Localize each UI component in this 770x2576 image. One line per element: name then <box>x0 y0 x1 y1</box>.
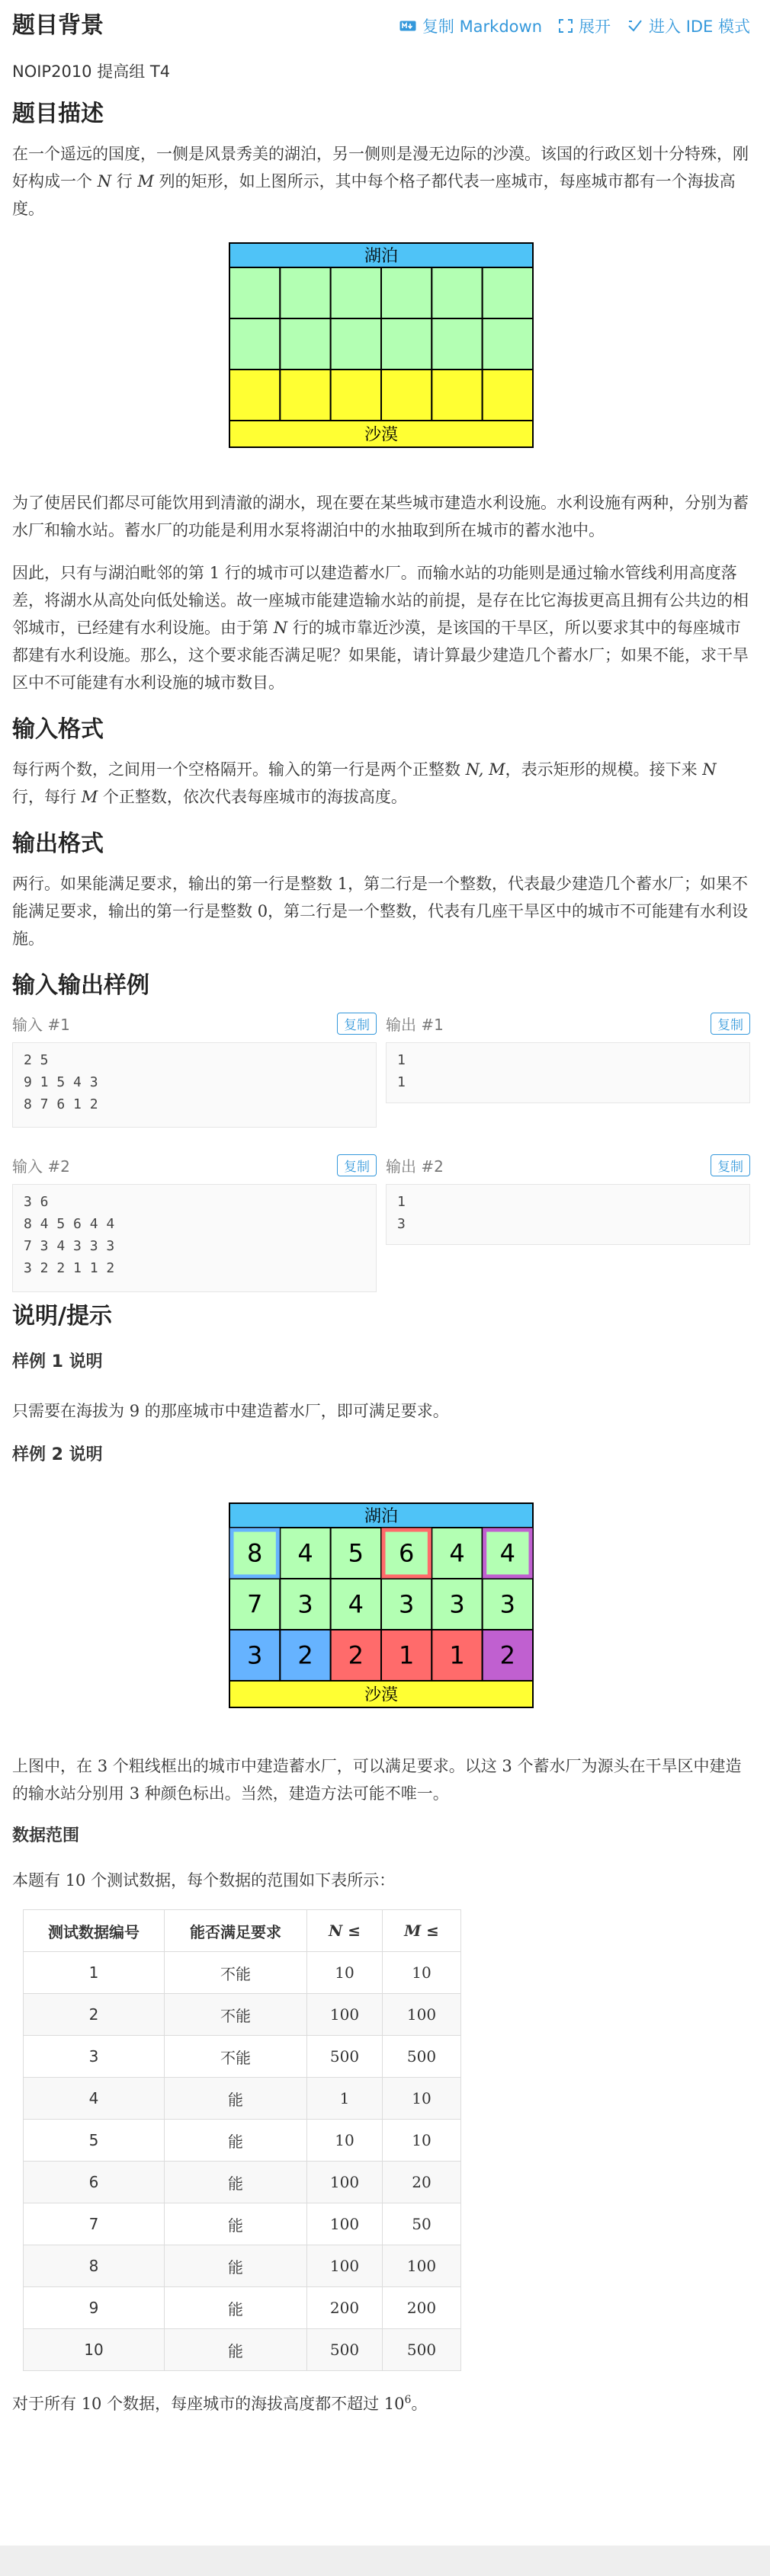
desert-label: 沙漠 <box>364 1685 399 1705</box>
cell-value: 4 <box>499 1538 516 1568</box>
copy-sample-1-output-button[interactable]: 复制 <box>711 1013 750 1035</box>
figure-sample-2 <box>12 1502 750 1708</box>
cell-value: 1 <box>449 1640 465 1670</box>
copy-markdown-label: 复制 Markdown <box>422 18 543 36</box>
grid-cell <box>280 370 330 421</box>
grid-cell <box>229 267 280 318</box>
description-p2: 为了使居民们都尽可能饮用到清澈的湖水，现在要在某些城市建造水利设施。水利设施有两种，分别为蓄水厂和输水站。蓄水厂的功能是利用水泵将湖泊中的水抽取到所在城市的蓄水池中。 <box>12 494 749 539</box>
sample-1-input <box>12 1012 377 1128</box>
cell-n-bound: 500 <box>307 2329 383 2371</box>
cell-satisfiable: 能 <box>165 2162 307 2203</box>
sample-2 <box>12 1154 750 1292</box>
cell-test-id: 2 <box>24 1994 165 2036</box>
ide-icon <box>627 19 643 33</box>
cell-n-bound: 100 <box>307 2162 383 2203</box>
cell-test-id: 9 <box>24 2287 165 2329</box>
cell-test-id: 6 <box>24 2162 165 2203</box>
cell-m-bound: 10 <box>383 2120 461 2162</box>
sample-2-explanation-title: 样例 2 说明 <box>12 1445 103 1464</box>
cell-satisfiable: 能 <box>165 2203 307 2245</box>
cell-value: 5 <box>348 1538 364 1568</box>
cell-value: 3 <box>246 1640 263 1670</box>
table-row <box>24 1952 461 1994</box>
data-range-intro: 本题有 10 个测试数据，每个数据的范围如下表所示： <box>12 1871 396 1890</box>
cell-test-id: 3 <box>24 2036 165 2078</box>
sample-1 <box>12 1012 750 1128</box>
cell-n-bound: 10 <box>307 1952 383 1994</box>
cell-m-bound: 100 <box>383 2245 461 2287</box>
cell-m-bound: 500 <box>383 2036 461 2078</box>
cell-test-id: 10 <box>24 2329 165 2371</box>
table-header-row <box>24 1910 461 1952</box>
cell-m-bound: 10 <box>383 2078 461 2120</box>
data-range-table <box>23 1909 461 2371</box>
table-row <box>24 2329 461 2371</box>
cell-n-bound: 1 <box>307 2078 383 2120</box>
header-actions <box>399 14 750 37</box>
grid-cell <box>483 370 533 421</box>
sample-2-input-label: 输入 #2 <box>12 1157 70 1176</box>
cell-satisfiable: 能 <box>165 2078 307 2120</box>
ide-mode-button[interactable] <box>627 14 750 37</box>
grid-cell <box>280 318 330 370</box>
table-row <box>24 1994 461 2036</box>
lake-label: 湖泊 <box>364 1507 399 1526</box>
data-range-footer: 对于所有 10 个数据，每座城市的海拔高度都不超过 $10^6$。 <box>12 2394 428 2413</box>
copy-sample-2-input-button[interactable]: 复制 <box>337 1154 377 1176</box>
sample-1-input-label: 输入 #1 <box>12 1015 70 1034</box>
output-format-title: 输出格式 <box>12 830 104 857</box>
cell-value: 3 <box>449 1589 465 1619</box>
data-range-table-body <box>24 1952 461 2371</box>
header-m-bound: M ≤ <box>383 1910 461 1952</box>
cell-m-bound: 200 <box>383 2287 461 2329</box>
grid-cell <box>483 267 533 318</box>
cell-test-id: 4 <box>24 2078 165 2120</box>
background-title: 题目背景 <box>12 12 104 39</box>
input-format-title: 输入格式 <box>12 716 104 743</box>
grid-cell <box>381 318 432 370</box>
grid-cell <box>381 267 432 318</box>
sample-2-grid-figure <box>229 1502 534 1708</box>
map-grid-figure <box>229 242 534 448</box>
sample-1-explanation-title: 样例 1 说明 <box>12 1352 103 1371</box>
cell-value: 2 <box>499 1640 516 1670</box>
cell-satisfiable: 能 <box>165 2120 307 2162</box>
desert-label: 沙漠 <box>364 425 399 445</box>
lake-label: 湖泊 <box>364 247 399 266</box>
table-row <box>24 2120 461 2162</box>
cell-value: 4 <box>348 1589 364 1619</box>
cell-satisfiable: 不能 <box>165 2036 307 2078</box>
cell-value: 4 <box>449 1538 465 1568</box>
grid-cell <box>432 318 482 370</box>
cell-m-bound: 500 <box>383 2329 461 2371</box>
ide-mode-label: 进入 IDE 模式 <box>649 18 750 36</box>
expand-label: 展开 <box>579 18 611 36</box>
header-test-id: 测试数据编号 <box>24 1910 165 1952</box>
copy-sample-1-input-button[interactable]: 复制 <box>337 1013 377 1035</box>
cell-value: 1 <box>398 1640 415 1670</box>
grid-cell <box>381 370 432 421</box>
cell-value: 8 <box>246 1538 263 1568</box>
cell-m-bound: 20 <box>383 2162 461 2203</box>
background-text: NOIP2010 提高组 T4 <box>12 62 171 81</box>
cell-n-bound: 100 <box>307 2245 383 2287</box>
cell-n-bound: 100 <box>307 1994 383 2036</box>
sample-2-output-label: 输出 #2 <box>386 1157 444 1176</box>
cell-value: 6 <box>398 1538 415 1568</box>
description-p3: 因此，只有与湖泊毗邻的第 1 行的城市可以建造蓄水厂。而输水站的功能则是通过输水管线利用高度落差，将湖水从高处向低处输送。故一座城市能建造输水站的前提，是存在比它海拔更高且拥有公共边的相邻城市，已经建有水利设施。由于第 N 行的城市靠近沙漠，是该国的干旱区，所以要求其中的每座城市都建有水利设施。那么，这个要求能否满足呢？如果能，请计算最少建造几个蓄水厂；如果不能，求干旱区中不可能建有水利设施的城市数目。 <box>12 564 749 692</box>
cell-value: 2 <box>297 1640 313 1670</box>
cell-value: 3 <box>398 1589 415 1619</box>
cell-satisfiable: 能 <box>165 2287 307 2329</box>
problem-header <box>12 11 750 41</box>
cell-n-bound: 10 <box>307 2120 383 2162</box>
description-p1: 在一个遥远的国度，一侧是风景秀美的湖泊，另一侧则是漫无边际的沙漠。该国的行政区划十分特殊，刚好构成一个 N 行 M 列的矩形，如上图所示，其中每个格子都代表一座城市，每座城市都有一个海拔高度。 <box>12 145 749 218</box>
cell-m-bound: 100 <box>383 1994 461 2036</box>
sample-1-input-code: 2 5 9 1 5 4 3 8 7 6 1 2 <box>12 1042 377 1128</box>
sample-2-explanation: 上图中，在 3 个粗线框出的城市中建造蓄水厂，可以满足要求。以这 3 个蓄水厂为源头在干旱区中建造的输水站分别用 3 种颜色标出。当然，建造方法可能不唯一。 <box>12 1757 742 1803</box>
grid-cell <box>432 370 482 421</box>
cell-test-id: 1 <box>24 1952 165 1994</box>
sample-1-output-label: 输出 #1 <box>386 1015 444 1034</box>
grid-cell <box>280 267 330 318</box>
grid-cell <box>229 370 280 421</box>
table-row <box>24 2245 461 2287</box>
expand-button[interactable] <box>559 14 611 37</box>
cell-n-bound: 500 <box>307 2036 383 2078</box>
cell-value: 3 <box>297 1589 313 1619</box>
cell-satisfiable: 不能 <box>165 1994 307 2036</box>
output-format-text: 两行。如果能满足要求，输出的第一行是整数 1，第二行是一个整数，代表最少建造几个蓄水厂；如果不能满足要求，输出的第一行是整数 0，第二行是一个整数，代表有几座干旱区中的城市不可能建有水利设施。 <box>12 875 749 948</box>
sample-2-input-code: 3 6 8 4 5 6 4 4 7 3 4 3 3 3 3 2 2 1 1 2 <box>12 1184 377 1292</box>
cell-m-bound: 50 <box>383 2203 461 2245</box>
header-n-bound: N ≤ <box>307 1910 383 1952</box>
figure-map <box>12 242 750 448</box>
sample-2-output-code: 1 3 <box>386 1184 750 1245</box>
table-row <box>24 2036 461 2078</box>
input-format-text: 每行两个数，之间用一个空格隔开。输入的第一行是两个正整数 N, M，表示矩形的规模。接下来 N 行，每行 M 个正整数，依次代表每座城市的海拔高度。 <box>12 760 717 806</box>
cell-n-bound: 100 <box>307 2203 383 2245</box>
sample-2-output <box>386 1154 750 1292</box>
table-row <box>24 2078 461 2120</box>
sample-1-output <box>386 1012 750 1128</box>
data-range-title: 数据范围 <box>12 1826 80 1845</box>
description-title: 题目描述 <box>12 101 104 127</box>
cell-test-id: 8 <box>24 2245 165 2287</box>
copy-markdown-button[interactable] <box>399 14 542 37</box>
sample-1-output-code: 1 1 <box>386 1042 750 1103</box>
cell-value: 7 <box>246 1589 263 1619</box>
cell-value: 2 <box>348 1640 364 1670</box>
hints-title: 说明/提示 <box>12 1303 112 1330</box>
cell-value: 3 <box>499 1589 516 1619</box>
table-row <box>24 2203 461 2245</box>
copy-sample-2-output-button[interactable]: 复制 <box>711 1154 750 1176</box>
cell-test-id: 7 <box>24 2203 165 2245</box>
sample-2-input <box>12 1154 377 1292</box>
markdown-icon <box>399 21 416 31</box>
grid-cell <box>331 267 381 318</box>
table-row <box>24 2287 461 2329</box>
expand-icon <box>559 19 573 33</box>
header-satisfiable: 能否满足要求 <box>165 1910 307 1952</box>
page-bottom-bar <box>0 2546 770 2576</box>
grid-cell <box>432 267 482 318</box>
grid-cell <box>331 370 381 421</box>
table-row <box>24 2162 461 2203</box>
cell-n-bound: 200 <box>307 2287 383 2329</box>
grid-cell <box>331 318 381 370</box>
cell-m-bound: 10 <box>383 1952 461 1994</box>
cell-satisfiable: 能 <box>165 2245 307 2287</box>
samples-title: 输入输出样例 <box>12 972 149 999</box>
sample-1-explanation: 只需要在海拔为 9 的那座城市中建造蓄水厂，即可满足要求。 <box>12 1402 449 1420</box>
cell-satisfiable: 不能 <box>165 1952 307 1994</box>
grid-cell <box>229 318 280 370</box>
cell-value: 4 <box>297 1538 313 1568</box>
cell-satisfiable: 能 <box>165 2329 307 2371</box>
cell-test-id: 5 <box>24 2120 165 2162</box>
grid-cell <box>483 318 533 370</box>
